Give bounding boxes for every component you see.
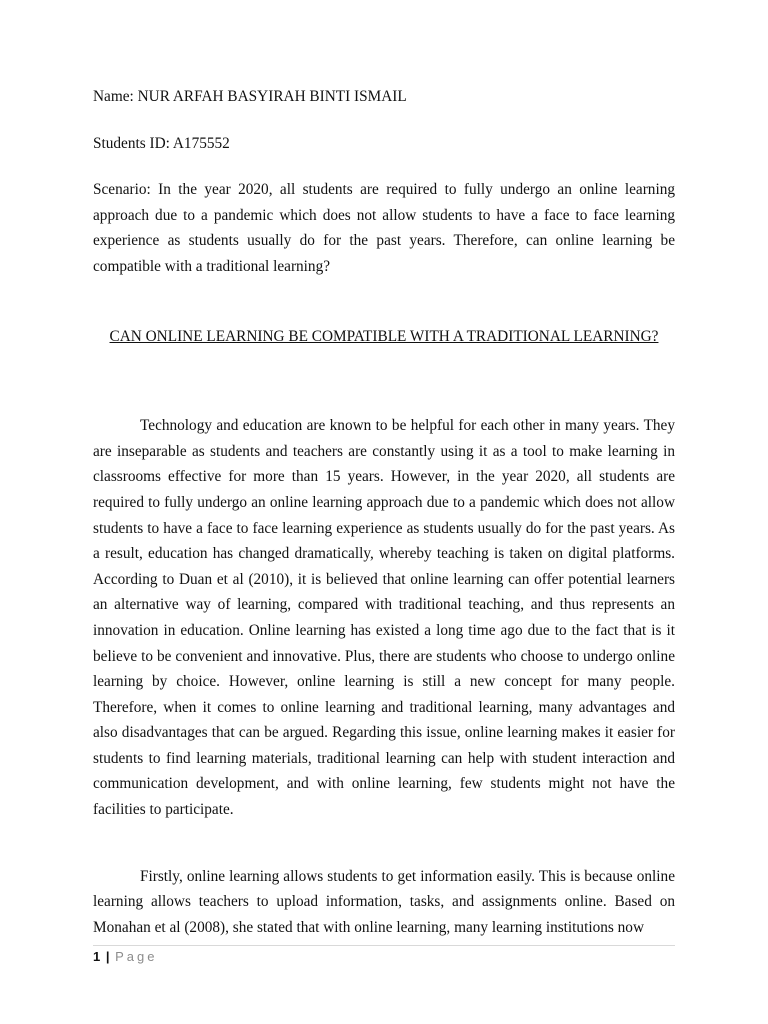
body-paragraph-1: Technology and education are known to be helpful for each other in many years. They are inseparable as students and teachers are constantly using it as a tool to make learning in classrooms effective for more than 15 years. However, in the year 2020, all students are required to fully undergo an online learning approach due to a pandemic which does not allow students to have a face to face learning experience as students usually do for the past years. As a result, education has changed dramatically, whereby teaching is taken on digital platforms. According to Duan et al (2010), it is believed that online learning can offer potential learners an alternative way of learning, compared with traditional teaching, and thus represents an innovation in education. Online learning has existed a long time ago due to the fact that is it believe to be convenient and innovative. Plus, there are students who choose to undergo online learning by choice. However, online learning is still a new concept for many people. Therefore, when it comes to online learning and traditional learning, many advantages and also disadvantages that can be argued. Regarding this issue, online learning makes it easier for students to find learning materials, traditional learning can help with student interaction and communication development, and with online learning, few students might not have the facilities to participate. xyxy=(93,417,675,819)
body-paragraph-2: Firstly, online learning allows students to get information easily. This is because online learning allows teachers to upload information, tasks, and assignments online. Based on Monahan et al (2008), she stated that with online learning, many learning institutions now xyxy=(93,867,675,936)
page-separator: | xyxy=(105,949,110,964)
student-name: Name: NUR ARFAH BASYIRAH BINTI ISMAIL xyxy=(93,88,407,105)
page-footer xyxy=(93,945,675,966)
student-id: Students ID: A175552 xyxy=(93,134,230,152)
page-number: 1 xyxy=(93,949,101,964)
page-label: Page xyxy=(115,949,158,964)
essay-title: CAN ONLINE LEARNING BE COMPATIBLE WITH A TRADITIONAL LEARNING? xyxy=(109,327,659,345)
scenario-paragraph: Scenario: In the year 2020, all students are required to fully undergo an online learning approach due to a pandemic which does not allow students to have a face to face learning experience as students usually do for the past years. Therefore, can online learning be compatible with a traditional learning? xyxy=(93,181,675,275)
document-body xyxy=(93,84,675,940)
